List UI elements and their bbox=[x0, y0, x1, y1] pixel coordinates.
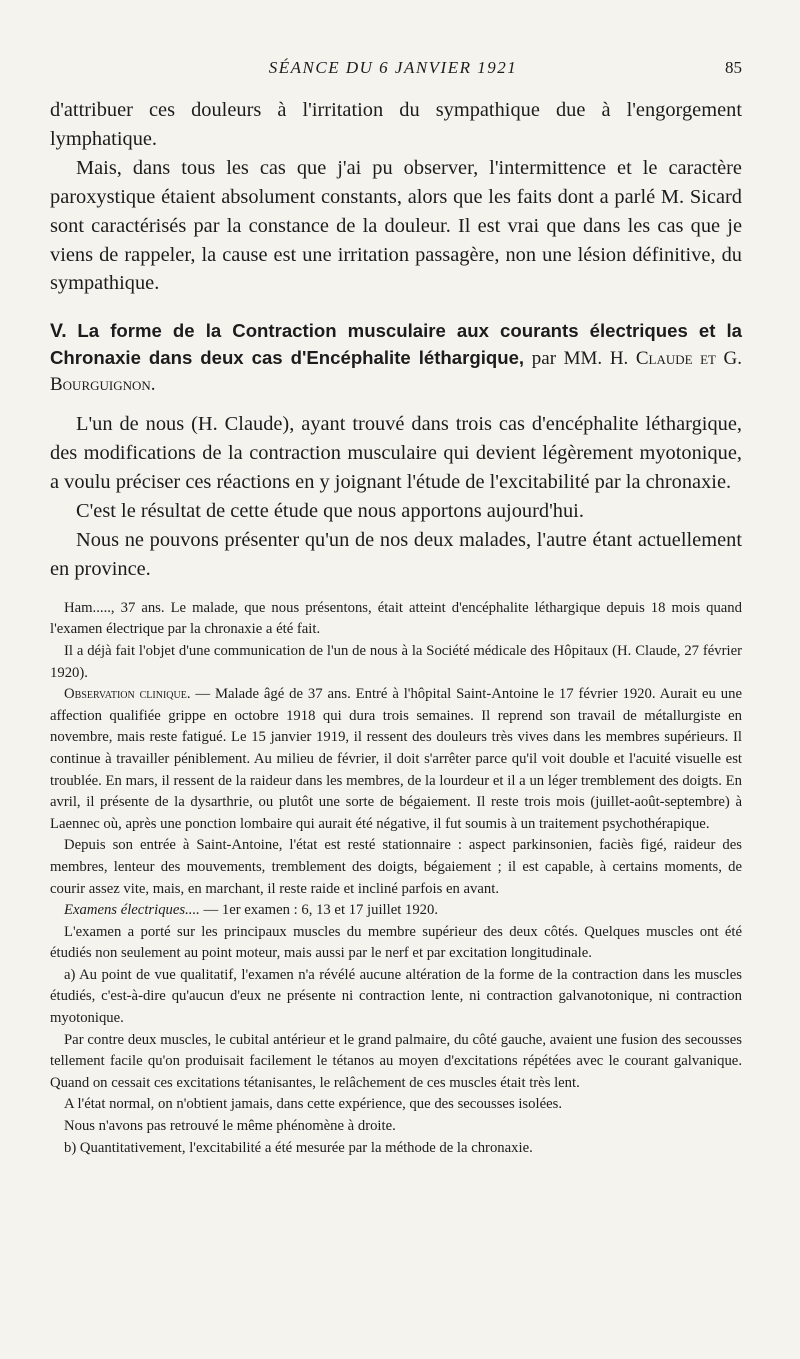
paragraph-patients: Nous ne pouvons présenter qu'un de nos deux malades, l'autre étant actuellement en province. bbox=[50, 528, 742, 580]
qualitative-result: a) Au point de vue qualitatif, l'examen n'a révélé aucune altération de la forme de la contraction dans les muscles étudiés, c'est-à-dire qu'aucun d'eux ne présente ni contraction lente, ni contraction galvanotonique, ni contraction myotonique. bbox=[50, 966, 742, 1027]
clinical-observation bbox=[50, 684, 742, 835]
exam-text: — 1er examen : 6, 13 et 17 juillet 1920. bbox=[199, 902, 439, 919]
exam-label: Examens électriques.... bbox=[64, 902, 200, 919]
right-side: Nous n'avons pas retrouvé le même phénomène à droite. bbox=[64, 1118, 396, 1135]
electrical-exams bbox=[50, 900, 742, 922]
paragraph-continuation: d'attribuer ces douleurs à l'irritation du sympathique due à l'engorgement lymphatique. bbox=[50, 99, 742, 150]
section-number: V. bbox=[50, 320, 67, 343]
section-authors: H. Claude et G. Bourguignon. bbox=[50, 348, 743, 396]
section-title: La forme de la Contraction musculaire aux courants électriques et la Chronaxie dans deux cas d'Encéphalite léthargique, bbox=[50, 320, 742, 369]
running-header bbox=[44, 58, 742, 82]
case-communication: Il a déjà fait l'objet d'une communication de l'un de nous à la Société médicale des Hôpitaux (H. Claude, 27 février 1920). bbox=[50, 642, 742, 681]
section-by: par MM. bbox=[531, 348, 603, 370]
text-body bbox=[50, 96, 742, 1159]
observation-label: Observation clinique. bbox=[64, 686, 191, 703]
quantitative-result: b) Quantitativement, l'excitabilité a été mesurée par la méthode de la chronaxie. bbox=[64, 1139, 533, 1156]
observation-text: — Malade âgé de 37 ans. Entré à l'hôpital Saint-Antoine le 17 février 1920. Aurait eu une affection qualifiée grippe en octobre 1918 qui dura trois semaines. Il reprend son travail de métallurgiste en novembre, mais reste fatigué. Le 15 janvier 1919, il ressent des douleurs très vives dans les membres supérieurs. Il continue à travailler péniblement. Au milieu de février, il doit s'arrêter parce qu'il voit double et l'acuité visuelle est troublée. En mars, il ressent de la raideur dans les membres, de la lourdeur et il a un léger tremblement des doigts. En avril, il présente de la dysarthrie, ou plutôt une sorte de bégaiement. Il reste trois mois (juillet-août-septembre) à Laennec où, après une ponction lombaire qui aurait été négative, il fut soumis à un traitement psychothérapique. bbox=[50, 686, 742, 832]
paragraph-sicard: Mais, dans tous les cas que j'ai pu observer, l'intermittence et le caractère paroxystique étaient absolument constants, alors que les faits dont a parlé M. Sicard sont caractérisés par la constance de la douleur. Il est vrai que dans les cas que je viens de rappeler, la cause est une irritation passagère, non une lésion définitive, du sympathique. bbox=[50, 156, 742, 295]
exam-scope: L'examen a porté sur les principaux muscles du membre supérieur des deux côtés. Quelques muscles ont été étudiés non seulement au point moteur, mais aussi par le nerf et par excitation longitudinale. bbox=[50, 923, 742, 962]
paragraph-intro: L'un de nous (H. Claude), ayant trouvé dans trois cas d'encéphalite léthargique, des modifications de la contraction musculaire qui devient légèrement myotonique, a voulu préciser ces réactions en y joignant l'étude de l'excitabilité par la chronaxie. bbox=[50, 413, 742, 494]
case-intro: Ham....., 37 ans. Le malade, que nous présentons, était atteint d'encéphalite léthargique depuis 18 mois quand l'examen électrique par la chronaxie a été fait. bbox=[50, 599, 742, 638]
section-heading bbox=[50, 318, 742, 398]
page-number: 85 bbox=[725, 58, 742, 77]
case-status: Depuis son entrée à Saint-Antoine, l'état est resté stationnaire : aspect parkinsonien, faciès figé, raideur des membres, lenteur des mouvements, tremblement des doigts, bégaiement ; il est capable, à certains moments, de courir assez vite, mais, en marchant, il reste raide et incliné parfois en avant. bbox=[50, 837, 742, 897]
paragraph-result: C'est le résultat de cette étude que nous apportons aujourd'hui. bbox=[76, 500, 584, 523]
running-title: SÉANCE DU 6 JANVIER 1921 bbox=[268, 58, 518, 77]
tetanus-observation: Par contre deux muscles, le cubital antérieur et le grand palmaire, du côté gauche, avaient une fusion des secousses tellement facile qu'on produisait facilement le tétanos au moyen d'excitations répétées avec le courant galvanique. Quand on cessait ces excitations tétanisantes, le relâchement de ces muscles était très lent. bbox=[50, 1031, 742, 1091]
normal-state: A l'état normal, on n'obtient jamais, dans cette expérience, que des secousses isolées. bbox=[64, 1096, 562, 1113]
